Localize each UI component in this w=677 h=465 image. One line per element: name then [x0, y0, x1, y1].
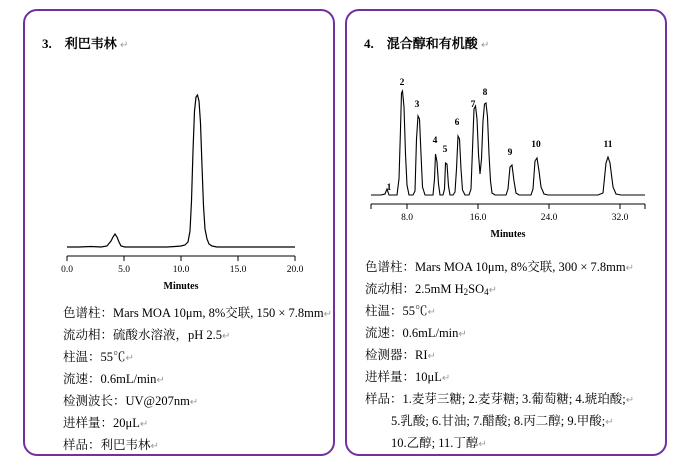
panel-number-right: 4. [364, 36, 374, 51]
spec-injection-left [63, 413, 329, 435]
panel-title-left [42, 33, 128, 52]
xtick-label-right-3: 32.0 [611, 213, 629, 223]
spec-text: 色谱柱：Mars MOA 10μm, 8%交联, 150 × 7.8mm [63, 306, 324, 320]
peak-label-11: 11 [603, 140, 613, 150]
pilcrow-mark: ↵ [605, 417, 614, 428]
xtick-label-right-1: 16.0 [469, 213, 487, 223]
pilcrow-mark: ↵ [427, 307, 436, 318]
specs-list-right [365, 257, 665, 455]
spec-sample-right-line2 [365, 411, 665, 433]
pilcrow-mark: ↵ [478, 439, 487, 450]
pilcrow-mark: ↵ [189, 397, 199, 408]
xtick-label-left-0: 0.0 [61, 265, 73, 275]
spec-sample-right-line1 [365, 389, 665, 411]
chart-svg-right [363, 59, 655, 253]
spec-text: 流速：0.6mL/min [365, 326, 459, 340]
pilcrow-mark: ↵ [481, 40, 490, 51]
panel-number-left: 3. [42, 36, 52, 51]
pilcrow-mark: ↵ [323, 309, 333, 320]
pilcrow-mark: ↵ [222, 331, 231, 342]
spec-injection-right [365, 367, 665, 389]
spec-detection-left [63, 391, 329, 413]
peak-label-4: 4 [432, 136, 438, 146]
panel-title-text-right: 混合醇和有机酸 [386, 36, 478, 51]
pilcrow-mark: ↵ [156, 375, 165, 386]
pilcrow-mark: ↵ [488, 285, 497, 296]
panel-alcohols-acids [345, 9, 667, 456]
spec-temperature-left [63, 347, 329, 369]
chromatogram-ribavirin [49, 71, 315, 295]
peak-label-8: 8 [482, 88, 488, 98]
peak-label-10: 10 [531, 140, 541, 150]
pilcrow-mark: ↵ [441, 373, 451, 384]
spec-text: 进样量：20μL [63, 416, 140, 430]
spec-text: 检测波长：UV@207nm [63, 394, 190, 408]
spec-text: 流动相：硫酸水溶液，pH 2.5 [63, 328, 223, 342]
peak-label-7: 7 [470, 100, 476, 110]
specs-list-left [63, 303, 333, 457]
peak-label-1: 1 [386, 183, 392, 193]
spec-temperature-right [365, 301, 665, 323]
xtick-label-left-1: 5.0 [118, 265, 130, 275]
spec-text: 5.乳酸; 6.甘油; 7.醋酸; 8.丙二醇; 9.甲酸; [391, 414, 606, 428]
spec-text: 柱温：55℃ [63, 350, 126, 364]
spec-flowrate-right [365, 323, 665, 345]
pilcrow-mark: ↵ [120, 40, 129, 51]
peak-label-9: 9 [507, 148, 513, 158]
spec-sample-left [63, 435, 329, 457]
spec-text: 10.乙醇; 11.丁醇 [391, 436, 479, 450]
peak-label-6: 6 [454, 118, 460, 128]
spec-text: 进样量：10μL [365, 370, 442, 384]
xaxis-title-left: Minutes [163, 281, 199, 292]
spec-text: 检测器：RI [365, 348, 428, 362]
panel-ribavirin [23, 9, 335, 456]
xaxis-title-right: Minutes [490, 229, 526, 240]
xtick-label-left-4: 20.0 [286, 265, 304, 275]
panel-title-text-left: 利巴韦林 [64, 36, 117, 51]
spec-text: 样品：利巴韦林 [63, 438, 151, 452]
xtick-label-right-0: 8.0 [401, 213, 413, 223]
peak-label-5: 5 [442, 145, 448, 155]
spec-column-right [365, 257, 665, 279]
chart-trace-left [67, 95, 295, 247]
panel-title-right [364, 33, 489, 52]
spec-text: 柱温：55℃ [365, 304, 428, 318]
pilcrow-mark: ↵ [625, 395, 635, 406]
xtick-label-left-3: 15.0 [229, 265, 247, 275]
spec-sample-right-line3 [365, 433, 665, 455]
spec-text: 色谱柱：Mars MOA 10μm, 8%交联, 300 × 7.8mm [365, 260, 626, 274]
spec-column-left [63, 303, 333, 325]
pilcrow-mark: ↵ [427, 351, 436, 362]
pilcrow-mark: ↵ [458, 329, 467, 340]
spec-detector-right [365, 345, 665, 367]
spec-flowrate-left [63, 369, 329, 391]
pilcrow-mark: ↵ [625, 263, 635, 274]
chromatogram-alcohols-acids [363, 59, 655, 253]
peak-label-3: 3 [414, 100, 420, 110]
spec-mobile-phase-right: 流动相：2.5mM $H_2SO_4↵$ [365, 282, 497, 297]
peak-label-2: 2 [399, 78, 405, 88]
xtick-label-left-2: 10.0 [172, 265, 190, 275]
spec-text: 样品：1.麦芽三糖; 2.麦芽糖; 3.葡萄糖; 4.琥珀酸; [365, 392, 626, 406]
chart-svg-left [49, 71, 315, 295]
spec-mobile-phase-left [63, 325, 329, 347]
xtick-label-right-2: 24.0 [540, 213, 558, 223]
pilcrow-mark: ↵ [125, 353, 134, 364]
spec-text: 流速：0.6mL/min [63, 372, 157, 386]
pilcrow-mark: ↵ [150, 441, 159, 452]
pilcrow-mark: ↵ [139, 419, 149, 430]
